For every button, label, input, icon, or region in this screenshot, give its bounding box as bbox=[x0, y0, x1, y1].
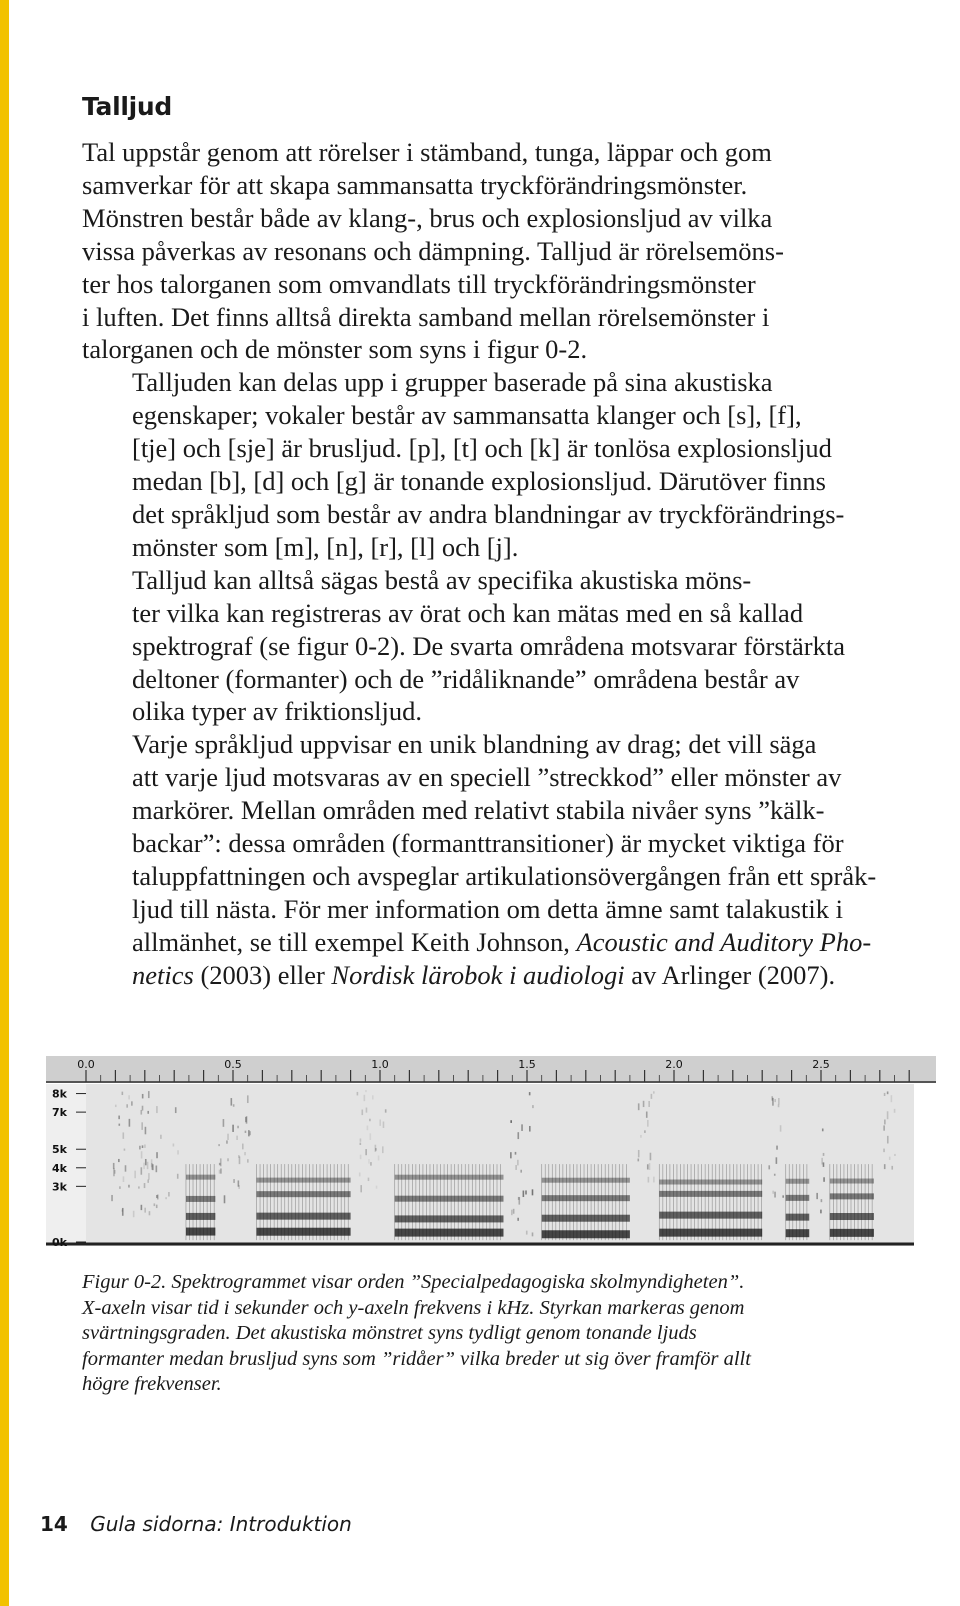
paragraph-4 bbox=[82, 728, 917, 991]
time-tick-label: 1.5 bbox=[518, 1058, 536, 1071]
text-line: ljud till nästa. För mer information om detta ämne samt talakustik i bbox=[132, 893, 843, 924]
freq-tick-label: 4k bbox=[52, 1161, 67, 1175]
time-tick-label: 2.5 bbox=[812, 1058, 830, 1071]
text-line: att varje ljud motsvaras av en speciell ”streckkod” eller mönster av bbox=[132, 762, 842, 793]
caption-line: högre frekvenser. bbox=[82, 1373, 222, 1395]
caption-line: svärtningsgraden. Det akustiska mönstret syns tydligt genom tonande ljuds bbox=[82, 1322, 697, 1344]
time-ruler bbox=[46, 1056, 936, 1082]
text-line: Talljud kan alltså sägas bestå av specifika akustiska möns- bbox=[132, 564, 752, 595]
freq-tick-label: 8k bbox=[52, 1087, 67, 1101]
spectrogram-figure bbox=[46, 1056, 936, 1252]
text-line: spektrograf (se figur 0-2). De svarta områdena motsvarar förstärkta bbox=[132, 630, 846, 661]
text-run: allmänhet, se till exempel Keith Johnson, bbox=[132, 926, 577, 957]
text-line: i luften. Det finns alltså direkta samband mellan rörelsemönster i bbox=[82, 301, 770, 332]
text-line: olika typer av friktionsljud. bbox=[132, 696, 422, 727]
caption-line: X-axeln visar tid i sekunder och y-axeln frekvens i kHz. Styrkan markeras genom bbox=[82, 1296, 745, 1319]
text-line: Tal uppstår genom att rörelser i stämband, tunga, läppar och gom bbox=[82, 137, 772, 167]
text-line: ter hos talorganen som omvandlats till tryckförändringsmönster bbox=[82, 268, 756, 299]
paragraph-2 bbox=[82, 366, 917, 563]
text-line: [tje] och [sje] är brusljud. [p], [t] och [k] är tonlösa explosionsljud bbox=[132, 433, 832, 464]
freq-tick-label: 5k bbox=[52, 1143, 67, 1157]
text-run: (2003) eller bbox=[193, 959, 332, 990]
yellow-edge-bar bbox=[0, 0, 9, 1606]
time-tick-label: 1.0 bbox=[371, 1058, 389, 1071]
book-title-nordisk: Nordisk lärobok i audiologi bbox=[331, 959, 625, 990]
text-line: samverkar för att skapa sammansatta tryckförändringsmönster. bbox=[82, 169, 748, 200]
text-line: deltoner (formanter) och de ”ridåliknande” områdena består av bbox=[132, 663, 800, 694]
paragraph-1 bbox=[82, 136, 917, 366]
section-heading: Talljud bbox=[82, 92, 173, 121]
text-line: backar”: dessa områden (formanttransitioner) är mycket viktiga för bbox=[132, 828, 844, 859]
page-number: 14 bbox=[40, 1512, 68, 1536]
text-line: vissa påverkas av resonans och dämpning. Talljud är rörelsemöns- bbox=[82, 235, 784, 266]
time-tick-label: 0.0 bbox=[77, 1058, 95, 1071]
caption-line: Figur 0-2. Spektrogrammet visar orden ”Specialpedagogiska skolmyndigheten”. bbox=[82, 1271, 745, 1293]
figure-caption bbox=[82, 1270, 922, 1398]
text-line: egenskaper; vokaler består av sammansatta klanger och [s], [f], bbox=[132, 400, 802, 431]
text-line bbox=[82, 926, 917, 959]
text-line: medan [b], [d] och [g] är tonande explosionsljud. Därutöver finns bbox=[132, 466, 826, 497]
body-text bbox=[82, 136, 917, 992]
running-title: Gula sidorna: Introduktion bbox=[90, 1512, 352, 1536]
text-run: av Arlinger (2007). bbox=[624, 959, 836, 990]
text-line: mönster som [m], [n], [r], [l] och [j]. bbox=[132, 531, 519, 562]
text-line: Talljuden kan delas upp i grupper baserade på sina akustiska bbox=[132, 367, 773, 398]
caption-line: formanter medan brusljud syns som ”ridåer” vilka breder ut sig över framför allt bbox=[82, 1347, 751, 1370]
spectrogram-image bbox=[46, 1056, 936, 1252]
text-line: taluppfattningen och avspeglar artikulationsövergången från ett språk- bbox=[132, 860, 877, 891]
paragraph-3 bbox=[82, 564, 917, 729]
text-line: Varje språkljud uppvisar en unik blandning av drag; det vill säga bbox=[132, 729, 817, 760]
text-line: markörer. Mellan områden med relativt stabila nivåer syns ”kälk- bbox=[132, 795, 825, 826]
book-title-acoustic-cont: netics bbox=[132, 959, 194, 990]
time-tick-label: 0.5 bbox=[224, 1058, 242, 1071]
text-line: det språkljud som består av andra blandningar av tryckförändrings- bbox=[132, 498, 845, 529]
text-line: talorganen och de mönster som syns i figur 0-2. bbox=[82, 334, 588, 365]
freq-tick-label: 3k bbox=[52, 1180, 67, 1194]
book-title-acoustic: Acoustic and Auditory Pho- bbox=[576, 926, 872, 957]
text-line: ter vilka kan registreras av örat och kan mätas med en så kallad bbox=[132, 597, 804, 628]
text-line bbox=[82, 959, 917, 992]
freq-tick-label: 7k bbox=[52, 1106, 67, 1120]
page-footer bbox=[40, 1512, 352, 1536]
time-tick-label: 2.0 bbox=[665, 1058, 683, 1071]
text-line: Mönstren består både av klang-, brus och explosionsljud av vilka bbox=[82, 202, 773, 233]
freq-tick-label: 0k bbox=[52, 1236, 67, 1249]
